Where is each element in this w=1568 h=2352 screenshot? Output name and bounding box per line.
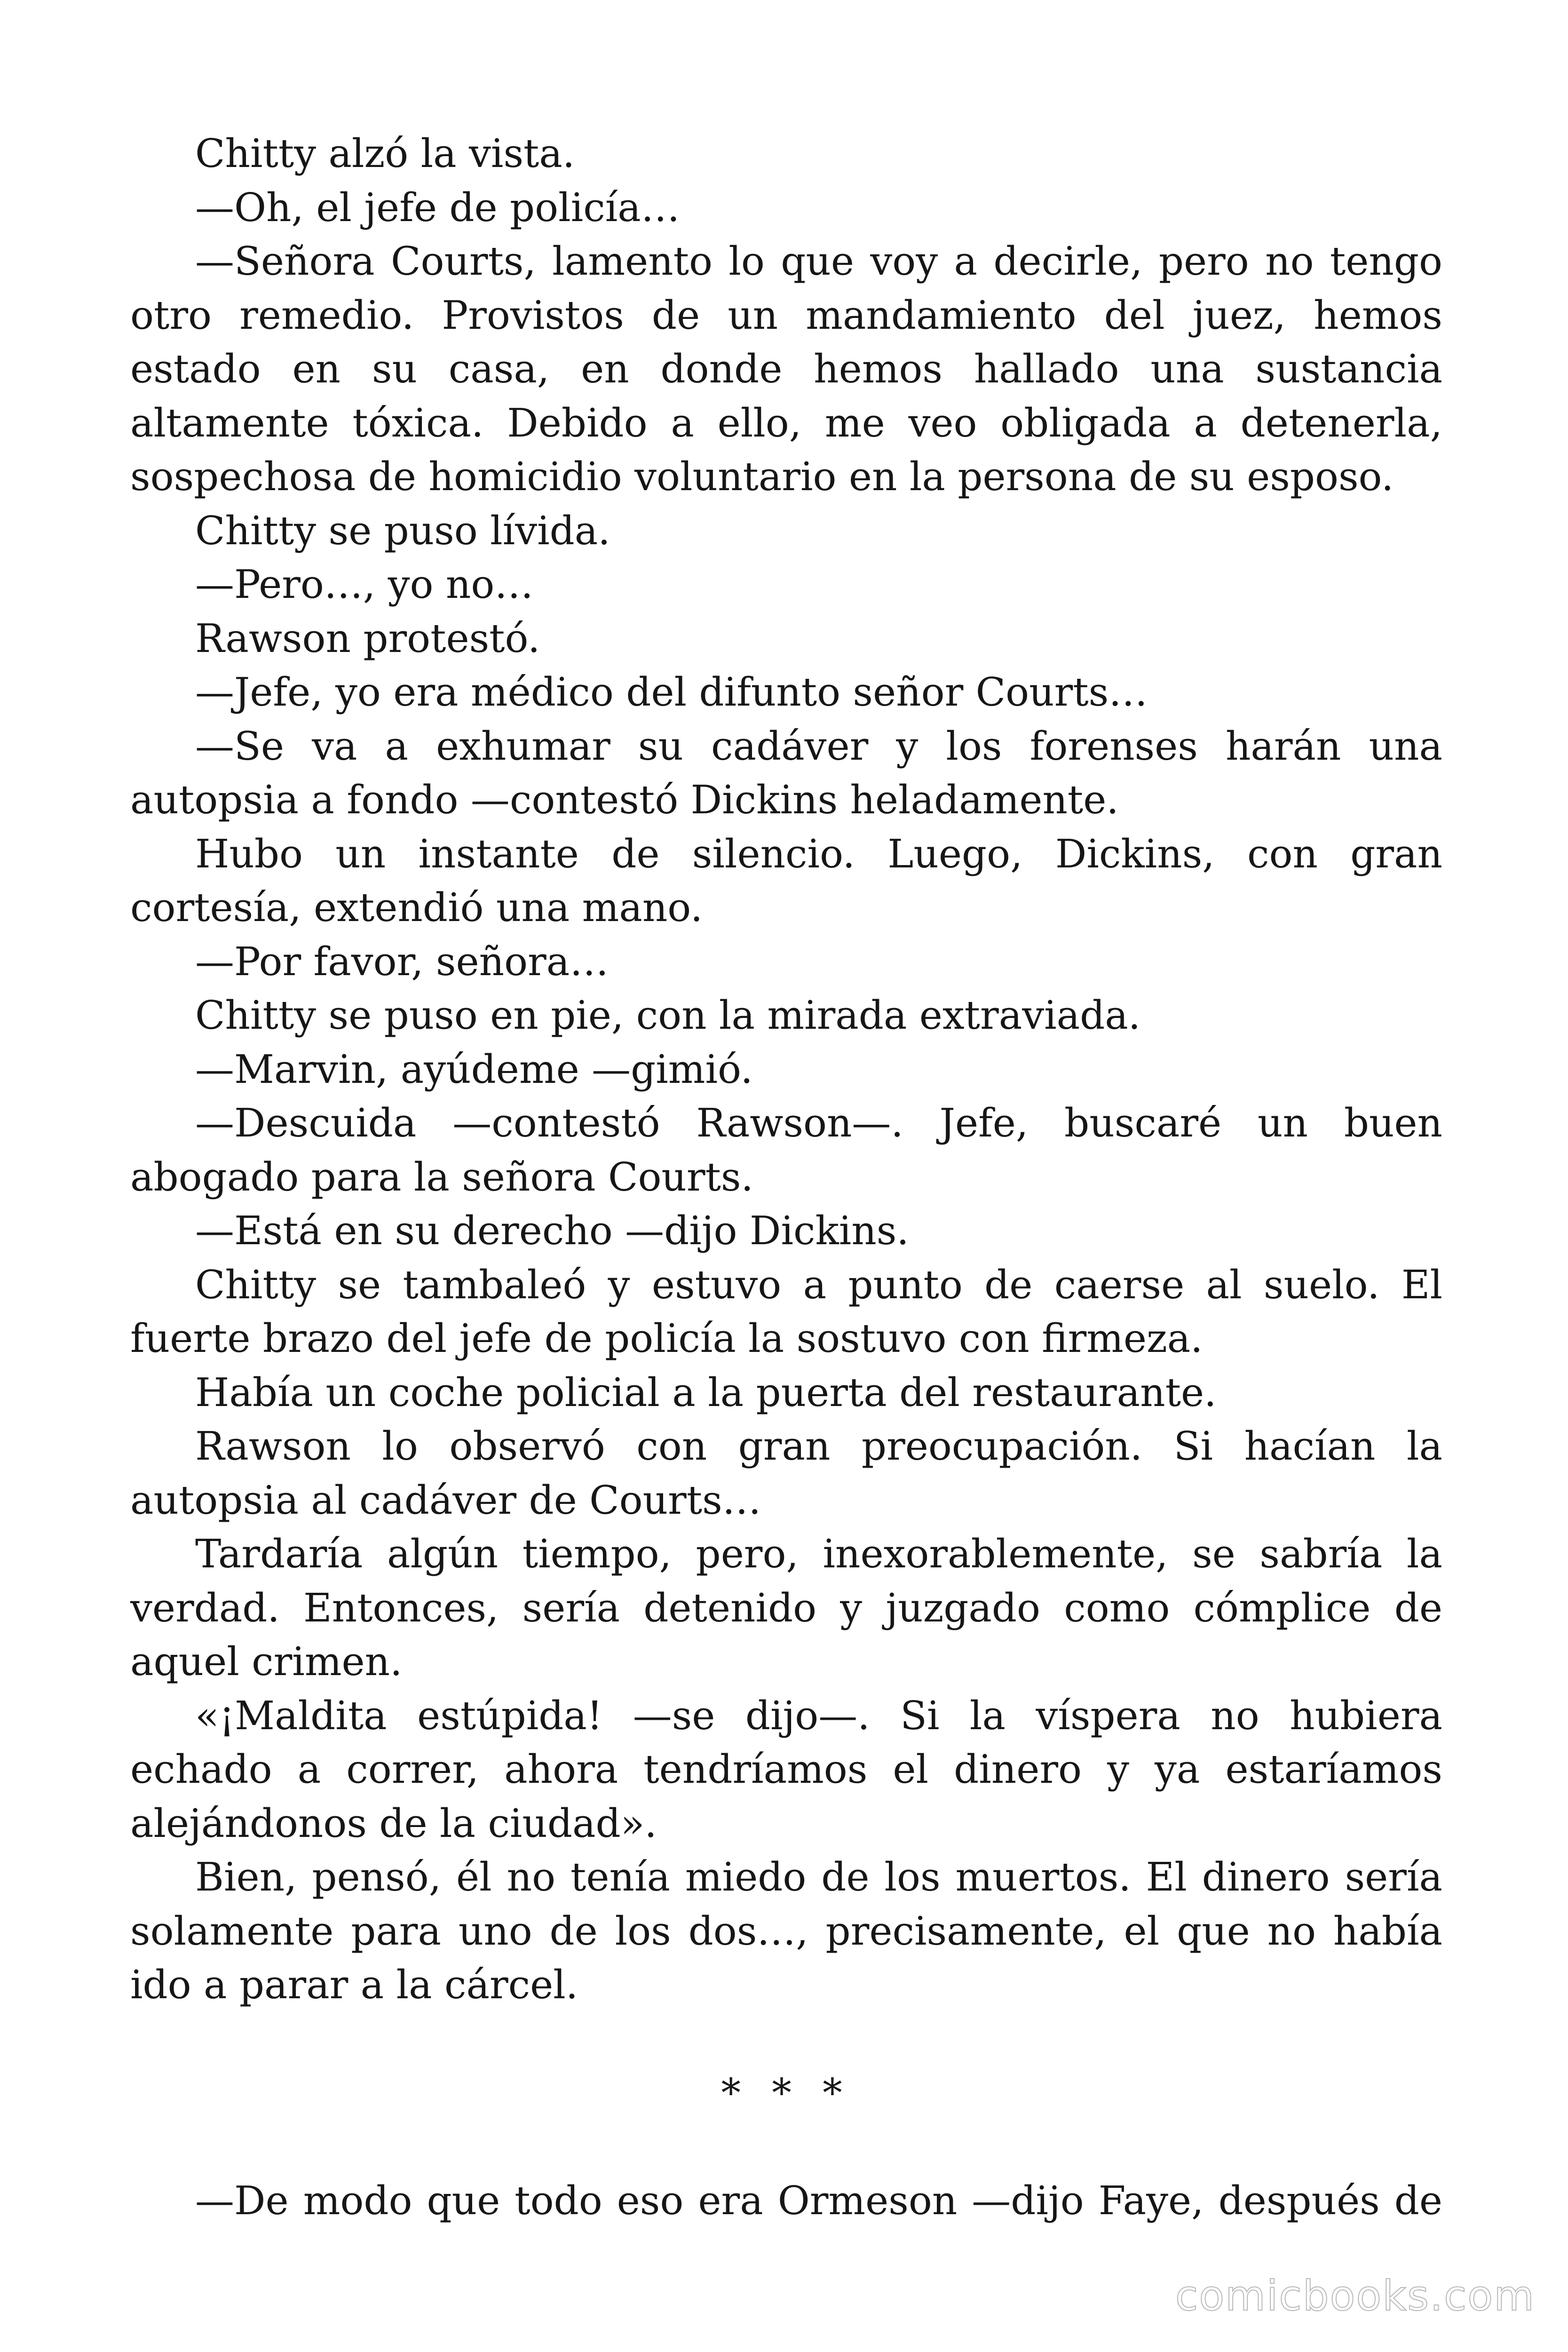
paragraph: —Pero…, yo no…: [195, 562, 534, 607]
paragraph: Había un coche policial a la puerta del restaurante.: [195, 1369, 1217, 1415]
paragraph: —Jefe, yo era médico del difunto señor Courts…: [195, 669, 1148, 715]
paragraph: —Descuida —contestó Rawson—. Jefe, buscaré un buen abogado para la señora Courts.: [130, 1100, 1442, 1200]
paragraph: —Marvin, ayúdeme —gimió.: [195, 1046, 753, 1092]
paragraph: Chitty alzó la vista.: [195, 131, 575, 176]
paragraph: Chitty se tambaleó y estuvo a punto de caerse al suelo. El fuerte brazo del jefe de policía la sostuvo con firmeza.: [130, 1262, 1442, 1361]
paragraph: —Oh, el jefe de policía…: [195, 184, 680, 230]
paragraph: Rawson protestó.: [195, 615, 540, 661]
scene-break: * * *: [721, 2070, 852, 2116]
paragraph: «¡Maldita estúpida! —se dijo—. Si la víspera no hubiera echado a correr, ahora tendríamos el dinero y ya estaríamos alejándonos de la ciudad».: [130, 1692, 1442, 1846]
paragraph: —De modo que todo eso era Ormeson —dijo Faye, después de: [195, 2177, 1442, 2224]
paragraph: Tardaría algún tiempo, pero, inexorablemente, se sabría la verdad. Entonces, sería detenido y juzgado como cómplice de aquel crimen.: [130, 1531, 1442, 1685]
paragraph: Hubo un instante de silencio. Luego, Dickins, con gran cortesía, extendió una mano.: [130, 831, 1442, 930]
paragraph: —Señora Courts, lamento lo que voy a decirle, pero no tengo otro remedio. Provistos de un mandamiento del juez, hemos estado en su casa, en donde hemos hallado una sustancia altamente tóxica. Debido a ello, me veo obligada a detenerla, sospechosa de homicidio voluntario en la persona de su esposo.: [130, 238, 1442, 500]
paragraph: Bien, pensó, él no tenía miedo de los muertos. El dinero sería solamente para uno de los dos…, precisamente, el que no había ido a parar a la cárcel.: [130, 1854, 1442, 2008]
paragraph: —Se va a exhumar su cadáver y los forenses harán una autopsia a fondo —contestó Dickins heladamente.: [130, 723, 1442, 823]
page-body: [130, 127, 1442, 2228]
paragraph: —Por favor, señora…: [195, 938, 609, 985]
paragraph: Chitty se puso en pie, con la mirada extraviada.: [195, 993, 1141, 1038]
watermark-logo: comicbooks.com: [1175, 2272, 1535, 2320]
paragraph: Rawson lo observó con gran preocupación. Si hacían la autopsia al cadáver de Courts…: [130, 1423, 1442, 1523]
paragraph: —Está en su derecho —dijo Dickins.: [195, 1208, 909, 1254]
paragraph: Chitty se puso lívida.: [195, 508, 610, 554]
